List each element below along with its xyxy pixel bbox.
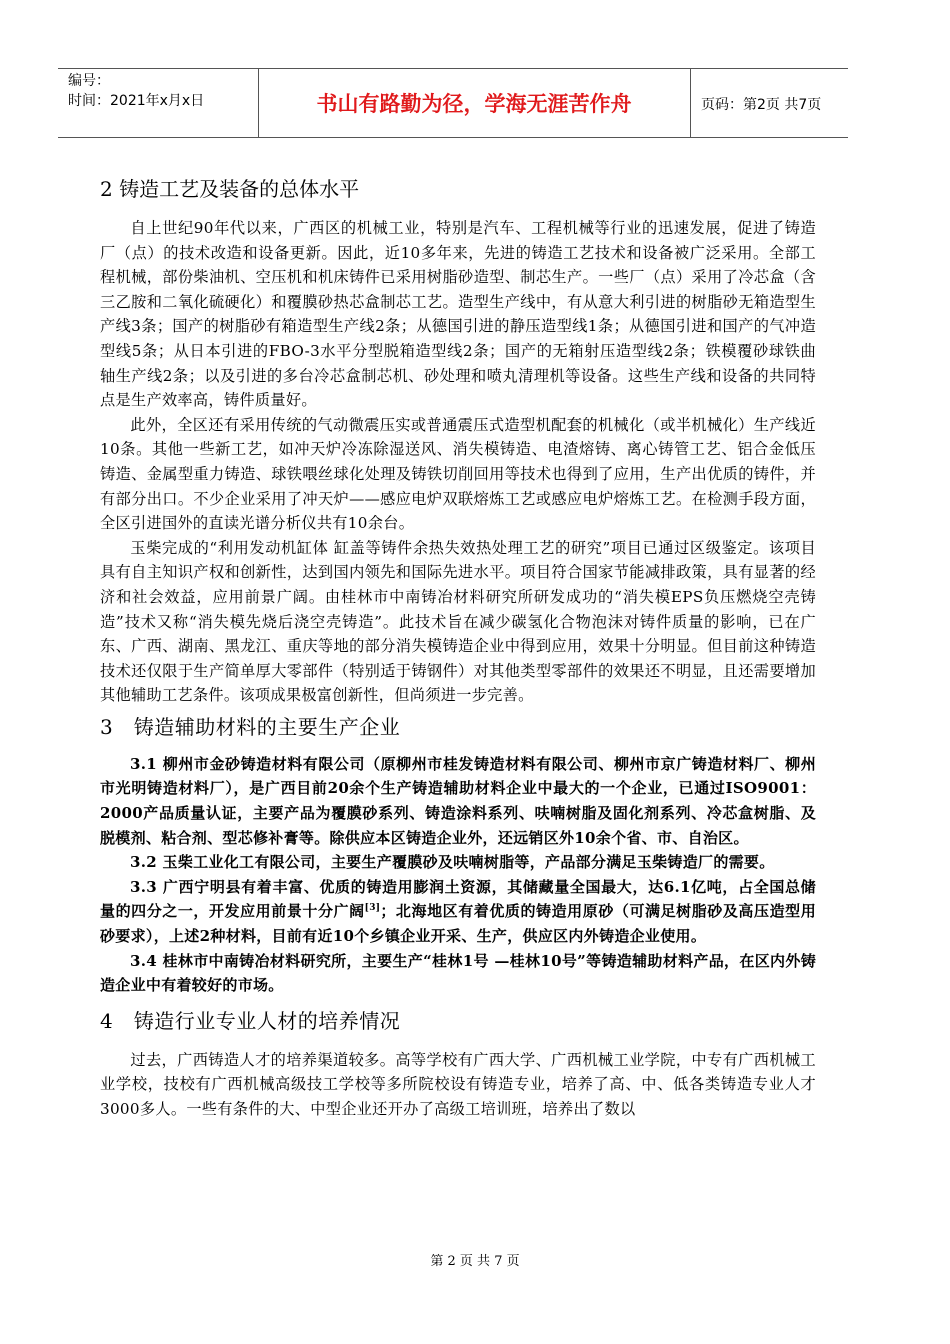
header-motto-cell — [258, 69, 691, 137]
citation-ref: [3] — [364, 903, 381, 914]
page-footer: 第 2 页 共 7 页 — [430, 1254, 520, 1269]
section-3-item: 3.2 玉柴工业化工有限公司，主要生产覆膜砂及呋喃树脂等，产品部分满足玉柴铸造厂的需要。 — [130, 853, 775, 872]
number-label: 编号： — [68, 73, 110, 89]
document-header — [58, 68, 848, 138]
section-4-paragraph: 过去，广西铸造人才的培养渠道较多。高等学校有广西大学、广西机械工业学院，中专有广西机械工业学校，技校有广西机械高级技工学校等多所院校设有铸造专业，培养了高、中、低各类铸造专业人才3000多人。一些有条件的大、中型企业还开办了高级工培训班，培养出了数以 — [100, 1050, 816, 1118]
section-2-paragraph: 自上世纪90年代以来，广西区的机械工业，特别是汽车、工程机械等行业的迅速发展，促进了铸造厂（点）的技术改造和设备更新。因此，近10多年来，先进的铸造工艺技术和设备被广泛采用。全部工程机械，部份柴油机、空压机和机床铸件已采用树脂砂造型、制芯生产。一些厂（点）采用了冷芯盒（含三乙胺和二氧化硫硬化）和覆膜砂热芯盒制芯工艺。造型生产线中，有从意大利引进的树脂砂无箱造型生产线3条；国产的树脂砂有箱造型生产线2条；从德国引进的静压造型线1条；从德国引进和国产的气冲造型线5条；从日本引进的FBO-3水平分型脱箱造型线2条；国产的无箱射压造型线2条；铁模覆砂球铁曲轴生产线2条；以及引进的多台冷芯盒制芯机、砂处理和喷丸清理机等设备。这些生产线和设备的共同特点是生产效率高，铸件质量好。 — [100, 219, 816, 410]
page-label: 页码：第2页 共7页 — [701, 97, 822, 113]
document-body — [100, 176, 816, 1122]
section-2-paragraph: 此外，全区还有采用传统的气动微震压实或普通震压式造型机配套的机械化（或半机械化）生产线近10条。其他一些新工艺，如冲天炉冷冻除湿送风、消失模铸造、电渣熔铸、离心铸管工艺、铝合金低压铸造、金属型重力铸造、球铁喂丝球化处理及铸铁切削回用等技术也得到了应用，生产出优质的铸件，并有部分出口。不少企业采用了冲天炉——感应电炉双联熔炼工艺或感应电炉熔炼工艺。在检测手段方面，全区引进国外的直读光谱分析仪共有10余台。 — [100, 415, 816, 533]
section-2-paragraph: 玉柴完成的“利用发动机缸体 缸盖等铸件余热失效热处理工艺的研究”项目已通过区级鉴定。该项目具有自主知识产权和创新性，达到国内领先和国际先进水平。项目符合国家节能减排政策，具有显著的经济和社会效益，应用前景广阔。由桂林市中南铸冶材料研究所研发成功的“消失模EPS负压燃烧空壳铸造”技术又称“消失模先烧后浇空壳铸造”。此技术旨在减少碳氢化合物泡沫对铸件质量的影响，已在广东、广西、湖南、黑龙江、重庆等地的部分消失模铸造企业中得到应用，效果十分明显。但目前这种铸造技术还仅限于生产简单厚大零部件（特别适于铸钢件）对其他类型零部件的效果还不明显，且还需要增加其他辅助工艺条件。该项成果极富创新性，但尚须进一步完善。 — [100, 538, 816, 705]
item-text: ；北海地区有着优质的铸造用原砂（可满足树脂砂及高压造型用砂要求），上述2种材料，目前有近10个乡镇企业开采、生产，供应区内外铸造企业使用。 — [100, 902, 817, 946]
section-3-item: 3.4 桂林市中南铸冶材料研究所，主要生产“桂林1号 —桂林10号”等铸造辅助材料产品，在区内外铸造企业中有着较好的市场。 — [100, 951, 816, 995]
header-motto: 书山有路勤为径，学海无涯苦作舟 — [316, 92, 632, 116]
section-3-item — [100, 875, 816, 949]
header-meta-cell — [58, 69, 259, 137]
section-3-title: 3 铸造辅助材料的主要生产企业 — [100, 714, 401, 739]
section-2-title: 2 铸造工艺及装备的总体水平 — [100, 177, 360, 201]
section-4-title: 4 铸造行业专业人材的培养情况 — [100, 1008, 401, 1033]
time-label: 时间：2021年x月x日 — [68, 93, 205, 109]
section-3-item: 3.1 柳州市金砂铸造材料有限公司（原柳州市桂发铸造材料有限公司、柳州市京广铸造材料厂、柳州市光明铸造材料厂），是广西目前20余个生产铸造辅助材料企业中最大的一个企业，已通过ISO9001：2000产品质量认证，主要产品为覆膜砂系列、铸造涂料系列、呋喃树脂及固化剂系列、冷芯盒树脂、及脱模剂、粘合剂、型芯修补膏等。除供应本区铸造企业外，还远销区外10余个省、市、自治区。 — [100, 754, 816, 847]
header-page-cell — [691, 69, 848, 137]
item-text: 3.3 广西宁明县有着丰富、优质的铸造用膨润土资源，其储藏量全国最大，达6.1亿吨，占全国总储量的四分之一，开发应用前景十分广阔 — [100, 877, 816, 921]
